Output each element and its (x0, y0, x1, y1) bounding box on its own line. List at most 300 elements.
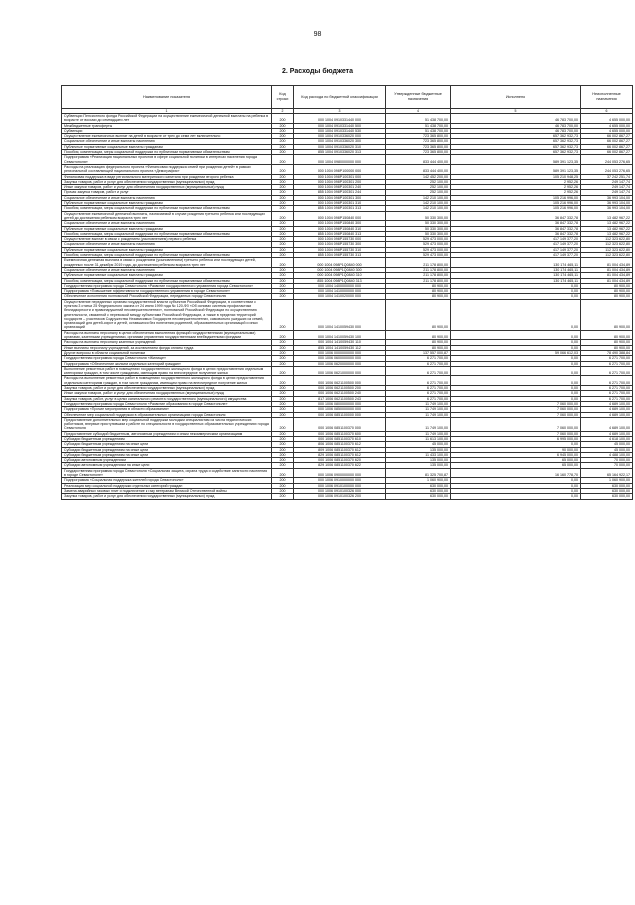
row-unexecuted: 70 000,00 (581, 458, 633, 463)
row-line-code: 200 (272, 483, 294, 488)
row-classification-code: 000 1006 0851100370 610 (294, 437, 386, 442)
row-name: Субсидии бюджетным учреждениям (62, 437, 272, 442)
row-approved: 211 178 800,00 (386, 273, 451, 278)
row-unexecuted: 4 655 000,00 (581, 114, 633, 124)
row-name: Выполнение ремонтных работ в помещениях государственного жилищного фонда в целях предоставления отдельным категориям граждан, в том числе гражданам, имеющим право на внеочередное получение жилья (62, 366, 272, 376)
row-executed: 0,00 (451, 494, 581, 499)
row-name: Публичные нормативные социальные выплаты гражданам (62, 144, 272, 149)
row-unexecuted: 244 053 276,65 (581, 164, 633, 174)
row-classification-code: 000 1006 0620000000 000 (294, 361, 386, 366)
row-name: Пособия, компенсации, меры социальной поддержки по публичным нормативным обязательствам (62, 231, 272, 236)
row-name: Публичные нормативные социальные выплаты гражданам (62, 247, 272, 252)
row-line-code: 200 (272, 478, 294, 483)
row-approved: 630 000,00 (386, 494, 451, 499)
row-executed: 7 060 000,00 (451, 412, 581, 417)
row-name: Субсидии бюджетным учреждениям на иные цели (62, 442, 272, 447)
table-row (62, 164, 633, 174)
row-executed: 589 391 123,35 (451, 164, 581, 174)
row-line-code: 200 (272, 221, 294, 226)
row-name: Расходы на выплаты персоналу в целях обеспечения выполнения функций государственными (муниципальными) органами, казенными учреждениями, органами управления государственными внебюджетными фондами (62, 330, 272, 340)
row-name: Расходы на реализацию федерального проекта «Финансовая поддержка семей при рождении детей» в рамках региональной составляющей национального проекта «Демография» (62, 164, 272, 174)
row-executed: 0,00 (451, 345, 581, 350)
row-name: Пособия, компенсации, меры социальной поддержки по публичным нормативным обязательствам (62, 253, 272, 258)
row-approved: 252 100,00 (386, 179, 451, 184)
row-approved: 252 100,00 (386, 190, 451, 195)
row-executed: 16 160 778,70 (451, 468, 581, 478)
row-line-code: 200 (272, 417, 294, 431)
row-unexecuted: 66 002 867,27 (581, 150, 633, 155)
row-line-code: 200 (272, 253, 294, 258)
row-name: Ежемесячная денежная выплата в связи с рождением (усыновлением) третьего ребенка или последующих детей, рожденных после 31 декабря 2019 года, до достижения ребенком возраста трех лет (62, 258, 272, 268)
row-approved: 50 330 300,00 (386, 226, 451, 231)
row-line-code: 200 (272, 463, 294, 468)
row-classification-code: 000 1004 098P1Q0840 300 (294, 267, 386, 272)
row-line-code: 200 (272, 350, 294, 355)
row-name: Подпрограмма «Социальная поддержка жителей города Севастополя» (62, 478, 272, 483)
table-row (62, 376, 633, 386)
row-classification-code: 000 1004 1410059430 100 (294, 330, 386, 340)
row-executed: 0,00 (451, 283, 581, 288)
row-unexecuted: 36 993 104,00 (581, 195, 633, 200)
row-classification-code: 855 1004 1410059430 112 (294, 345, 386, 350)
row-classification-code: 855 1004 098P1Q0840 313 (294, 278, 386, 283)
row-classification-code: 855 1004 098P100301 244 (294, 190, 386, 195)
row-approved: 6 271 700,00 (386, 376, 451, 386)
row-approved: 142 210 100,00 (386, 206, 451, 211)
row-approved: 6 271 700,00 (386, 361, 451, 366)
row-line-code: 200 (272, 206, 294, 211)
row-executed: 36 847 332,78 (451, 231, 581, 236)
row-classification-code: 000 1004 098P100301 200 (294, 179, 386, 184)
table-row (62, 211, 633, 221)
row-executed: 0,00 (451, 299, 581, 330)
row-line-code: 200 (272, 396, 294, 401)
header-approved: Утвержденные бюджетные назначения (386, 86, 451, 109)
row-approved: 11 613 100,00 (386, 437, 451, 442)
row-line-code: 200 (272, 437, 294, 442)
row-executed: 130 174 465,11 (451, 267, 581, 272)
row-line-code: 200 (272, 366, 294, 376)
row-approved: 6 271 700,00 (386, 386, 451, 391)
row-line-code: 200 (272, 195, 294, 200)
row-executed: 46 783 700,00 (451, 123, 581, 128)
row-unexecuted: 4 655 000,00 (581, 123, 633, 128)
budget-expenses-table (61, 85, 633, 500)
row-unexecuted: 13 482 967,22 (581, 231, 633, 236)
row-name: Субсидии бюджетным учреждениям на иные цели (62, 452, 272, 457)
row-classification-code: 000 1006 0600000000 000 (294, 356, 386, 361)
row-classification-code: 000 1006 0621100500 000 (294, 376, 386, 386)
row-executed: 0,00 (451, 361, 581, 366)
row-line-code: 200 (272, 431, 294, 436)
row-approved: 11 749 100,00 (386, 401, 451, 406)
row-classification-code: 000 1004 098P155730 000 (294, 237, 386, 242)
row-classification-code: 806 1006 0851100370 612 (294, 442, 386, 447)
row-executed: 657 362 932,73 (451, 139, 581, 144)
row-approved: 211 178 800,00 (386, 258, 451, 268)
row-approved: 80 900,00 (386, 294, 451, 299)
row-classification-code: 000 1004 0910336020 310 (294, 144, 386, 149)
row-unexecuted: 36 993 104,00 (581, 201, 633, 206)
row-executed: 130 174 465,11 (451, 273, 581, 278)
row-name: Социальное обеспечение и иные выплаты населению (62, 139, 272, 144)
table-row (62, 417, 633, 431)
row-classification-code: 809 1006 0851100370 612 (294, 447, 386, 452)
row-executed: 105 216 996,00 (451, 206, 581, 211)
row-name: Подпрограмма «Прочие мероприятия в области образования» (62, 407, 272, 412)
row-name: Социальное обеспечение и иные выплаты населению (62, 195, 272, 200)
row-name: Публичные нормативные социальные выплаты гражданам (62, 201, 272, 206)
row-unexecuted: 13 482 967,22 (581, 211, 633, 221)
row-approved: 529 473 000,00 (386, 242, 451, 247)
header-name: Наименование показателя (62, 86, 272, 109)
column-number: 6 (581, 109, 633, 114)
row-unexecuted: 4 689 100,00 (581, 431, 633, 436)
row-approved: 723 365 800,00 (386, 139, 451, 144)
row-unexecuted: 6 271 700,00 (581, 391, 633, 396)
row-executed: 59 066 612,03 (451, 350, 581, 355)
row-name: Обеспечение мер социальной поддержки в образовательных организациях города Севастополя (62, 412, 272, 417)
row-approved: 1 060 900,00 (386, 478, 451, 483)
row-unexecuted: 80 900,00 (581, 289, 633, 294)
row-executed: 90 000,00 (451, 447, 581, 452)
row-approved: 6 271 700,00 (386, 356, 451, 361)
row-classification-code: 855 1004 098P150840 313 (294, 231, 386, 236)
row-executed: 7 060 000,00 (451, 417, 581, 431)
row-executed: 0,00 (451, 386, 581, 391)
row-executed: 46 783 700,00 (451, 128, 581, 133)
row-executed: 65 000,00 (451, 458, 581, 463)
row-unexecuted: 6 271 700,00 (581, 366, 633, 376)
row-name: Осуществление выплат в связи с рождением (усыновлением) первого ребенка (62, 237, 272, 242)
row-approved: 529 473 000,00 (386, 237, 451, 242)
row-approved: 723 365 800,00 (386, 150, 451, 155)
row-line-code: 200 (272, 190, 294, 195)
row-line-code: 200 (272, 247, 294, 252)
row-unexecuted: 81 004 434,89 (581, 278, 633, 283)
row-classification-code: 000 1006 0621100500 200 (294, 386, 386, 391)
row-approved: 630 000,00 (386, 488, 451, 493)
row-executed: 0,00 (451, 340, 581, 345)
table-body (62, 114, 633, 500)
row-name: Предоставление дополнительных мер социальной поддержки молодым специалистам из числа педагогических работников, впервые приступившим к работе по специальности в государственных образовательных учреждениях города Севастополя (62, 417, 272, 431)
column-number: 4 (386, 109, 451, 114)
row-unexecuted: 80 900,00 (581, 299, 633, 330)
row-approved: 135 000,00 (386, 463, 451, 468)
row-classification-code: 855 1004 0910336020 313 (294, 150, 386, 155)
row-approved: 142 210 100,00 (386, 201, 451, 206)
row-unexecuted: 13 482 967,22 (581, 221, 633, 226)
row-name: Пособия, компенсации, меры социальной поддержки по публичным нормативным обязательствам (62, 206, 272, 211)
row-line-code: 200 (272, 139, 294, 144)
row-line-code: 200 (272, 237, 294, 242)
row-approved: 135 000,00 (386, 458, 451, 463)
row-approved: 142 210 100,00 (386, 195, 451, 200)
header-classification: Код расхода по бюджетной классификации (294, 86, 386, 109)
row-name: Социальное обеспечение и иные выплаты населению (62, 242, 272, 247)
row-line-code: 200 (272, 150, 294, 155)
row-unexecuted: 80 900,00 (581, 330, 633, 340)
row-approved: 50 330 300,00 (386, 231, 451, 236)
row-executed: 105 216 996,00 (451, 201, 581, 206)
row-approved: 11 749 100,00 (386, 417, 451, 431)
row-unexecuted: 4 618 100,00 (581, 437, 633, 442)
row-classification-code: 000 1004 098P155730 310 (294, 247, 386, 252)
row-name: Расходы на выполнение ремонтных работ в помещениях государственного жилищного фонда в целях предоставления отдельным категориям граждан, в том числе гражданам, имеющим право на внеочередное получение жилья (62, 376, 272, 386)
row-executed: 7 060 000,00 (451, 407, 581, 412)
table-row (62, 114, 633, 124)
row-approved: 80 900,00 (386, 299, 451, 330)
row-approved: 211 178 800,00 (386, 278, 451, 283)
row-unexecuted: 78 490 388,84 (581, 350, 633, 355)
row-executed: 657 362 932,73 (451, 144, 581, 149)
row-line-code: 200 (272, 386, 294, 391)
row-classification-code: 000 1006 0000000000 000 (294, 350, 386, 355)
row-unexecuted: 4 689 100,00 (581, 412, 633, 417)
row-name: Подпрограмма «Повышение эффективности государственного управления в городе Севастополе» (62, 289, 272, 294)
row-unexecuted: 6 271 700,00 (581, 376, 633, 386)
header-row (62, 86, 633, 109)
row-executed: 6 945 000,00 (451, 452, 581, 457)
row-classification-code: 000 1004 0980000000 000 (294, 155, 386, 165)
row-approved: 80 900,00 (386, 283, 451, 288)
row-classification-code: 829 1006 0851100370 622 (294, 463, 386, 468)
row-unexecuted: 4 488 100,00 (581, 452, 633, 457)
row-classification-code: 000 1004 098P100301 310 (294, 201, 386, 206)
row-executed: 2 952,26 (451, 179, 581, 184)
row-line-code: 200 (272, 294, 294, 299)
row-approved: 81 325 700,87 (386, 468, 451, 478)
header-executed: Исполнено (451, 86, 581, 109)
row-approved: 529 473 000,00 (386, 253, 451, 258)
row-unexecuted: 81 004 434,89 (581, 258, 633, 268)
row-executed: 36 847 332,78 (451, 211, 581, 221)
table-row (62, 366, 633, 376)
row-classification-code: 000 1006 0900000000 000 (294, 468, 386, 478)
row-name: Субсидии автономным учреждениям на иные цели (62, 463, 272, 468)
row-line-code: 200 (272, 391, 294, 396)
row-name: Государственная программа города Севастополя «Жилище» (62, 356, 272, 361)
row-name: Закупка товаров, работ и услуг для обеспечения государственных (муниципальных) нужд (62, 179, 272, 184)
row-unexecuted: 45 000,00 (581, 447, 633, 452)
row-classification-code: 817 1006 0621100500 243 (294, 396, 386, 401)
row-classification-code: 000 1006 0851100370 600 (294, 431, 386, 436)
row-name: Подпрограмма «Реализация национальных проектов в сфере социальной политики в интересах населения города Севастополя» (62, 155, 272, 165)
row-executed: 0,00 (451, 478, 581, 483)
row-classification-code: 000 1006 0910100000 000 (294, 483, 386, 488)
row-unexecuted: 36 993 104,00 (581, 206, 633, 211)
row-unexecuted: 6 271 700,00 (581, 396, 633, 401)
row-executed: 7 060 000,00 (451, 401, 581, 406)
row-executed: 417 149 377,20 (451, 237, 581, 242)
row-unexecuted: 80 900,00 (581, 340, 633, 345)
row-classification-code: 855 1004 098P100301 313 (294, 206, 386, 211)
row-line-code: 200 (272, 468, 294, 478)
row-line-code: 200 (272, 123, 294, 128)
row-name: Социальное обеспечение и иные выплаты населению (62, 221, 272, 226)
row-name: Обеспечение исполнения полномочий Российской Федерации, переданных городу Севастополю (62, 294, 272, 299)
row-name: Иные выплаты персоналу учреждений, за исключением фонда оплаты труда (62, 345, 272, 350)
row-unexecuted: 630 000,00 (581, 483, 633, 488)
row-line-code: 200 (272, 345, 294, 350)
row-unexecuted: 6 271 700,00 (581, 356, 633, 361)
row-approved: 723 365 800,00 (386, 134, 451, 139)
table-row (62, 330, 633, 340)
table-row (62, 494, 633, 499)
row-executed: 0,00 (451, 330, 581, 340)
row-unexecuted: 1 060 900,00 (581, 478, 633, 483)
row-classification-code: 000 1004 098P100000 000 (294, 164, 386, 174)
row-executed: 2 952,26 (451, 190, 581, 195)
row-classification-code: 000 1004 0910331440 500 (294, 123, 386, 128)
header-code: Код строки (272, 86, 294, 109)
row-classification-code: 000 1004 0910331440 000 (294, 114, 386, 124)
page-number: 98 (313, 31, 322, 38)
row-unexecuted: 37 242 251,74 (581, 174, 633, 179)
row-executed: 657 362 932,73 (451, 150, 581, 155)
row-classification-code: 000 1004 098P150840 310 (294, 226, 386, 231)
row-name: Иные закупки товаров, работ и услуг для обеспечения государственных (муниципальных) нужд (62, 391, 272, 396)
row-name: Осуществление переданных органам государственной власти субъектов Российской Федерации, в соответствии с пунктом 3 статьи 25 Федерального закона от 24 июня 1999 года № 120-ФЗ «Об основах системы профилактики безнадзорности и правонарушений несовершеннолетних», полномочий Российской Федерации по осуществлению деятельности, связанной с перевозкой между субъектами Российской Федерации, а также в пределах территорий государств – участников Содружества Независимых Государств несовершеннолетних, самовольно ушедших из семей, организаций для детей-сирот и детей, оставшихся без попечения родителей, образовательных организаций и иных организаций (62, 299, 272, 330)
row-classification-code: 000 1004 1410020000 000 (294, 294, 386, 299)
row-unexecuted: 112 323 622,80 (581, 247, 633, 252)
row-line-code: 200 (272, 488, 294, 493)
row-approved: 45 000,00 (386, 442, 451, 447)
row-name: Иные закупки товаров, работ и услуг для обеспечения государственных (муниципальных) нужд (62, 185, 272, 190)
row-line-code: 200 (272, 340, 294, 345)
row-approved: 80 900,00 (386, 289, 451, 294)
row-line-code: 200 (272, 185, 294, 190)
row-unexecuted: 66 002 867,27 (581, 144, 633, 149)
row-name: Замена аварийных газовых плит и подключение к газу ветеранам Великой Отечественной войны (62, 488, 272, 493)
row-line-code: 200 (272, 452, 294, 457)
row-classification-code: 000 1006 0851100370 620 (294, 458, 386, 463)
table-row (62, 299, 633, 330)
row-name: Подпрограмма «Обеспечение жильем отдельных категорий граждан» (62, 361, 272, 366)
row-executed: 6 995 000,00 (451, 437, 581, 442)
row-executed: 0,00 (451, 289, 581, 294)
row-line-code: 200 (272, 361, 294, 366)
row-unexecuted: 630 000,00 (581, 488, 633, 493)
row-classification-code: 000 1004 0910336020 300 (294, 139, 386, 144)
row-line-code: 200 (272, 283, 294, 288)
row-classification-code: 000 1006 0910000000 000 (294, 478, 386, 483)
row-unexecuted: 45 000,00 (581, 442, 633, 447)
row-classification-code: 000 1004 1410000000 000 (294, 289, 386, 294)
row-line-code: 200 (272, 134, 294, 139)
column-number: 1 (62, 109, 272, 114)
row-unexecuted: 81 004 434,89 (581, 273, 633, 278)
row-executed: 417 149 377,20 (451, 242, 581, 247)
row-name: Предоставление субсидий бюджетным, автономным учреждениям и иным некоммерческим организациям (62, 431, 272, 436)
row-name: Пособия, компенсации, меры социальной поддержки по публичным нормативным обязательствам (62, 278, 272, 283)
row-classification-code: 000 1004 0910336020 000 (294, 134, 386, 139)
row-unexecuted: 80 900,00 (581, 283, 633, 288)
row-executed: 0,00 (451, 366, 581, 376)
row-name: Осуществление ежемесячных выплат на детей в возрасте от трех до семи лет включительно (62, 134, 272, 139)
row-executed: 0,00 (451, 356, 581, 361)
row-classification-code: 000 1006 0851100370 000 (294, 417, 386, 431)
row-unexecuted: 4 689 100,00 (581, 401, 633, 406)
row-classification-code: 000 1006 0850000000 000 (294, 407, 386, 412)
row-classification-code: 000 1004 0910331440 530 (294, 128, 386, 133)
column-number: 5 (451, 109, 581, 114)
row-executed: 0,00 (451, 488, 581, 493)
row-approved: 6 271 700,00 (386, 366, 451, 376)
row-unexecuted: 13 482 967,22 (581, 226, 633, 231)
row-unexecuted: 4 689 100,00 (581, 417, 633, 431)
row-approved: 833 444 400,00 (386, 155, 451, 165)
row-line-code: 200 (272, 442, 294, 447)
row-classification-code: 855 1004 098P155730 313 (294, 253, 386, 258)
row-executed: 130 174 465,11 (451, 278, 581, 283)
row-line-code: 200 (272, 407, 294, 412)
row-name: Публичные нормативные социальные выплаты гражданам (62, 273, 272, 278)
row-classification-code: 000 1004 098P1Q0840 000 (294, 258, 386, 268)
row-executed: 0,00 (451, 483, 581, 488)
row-line-code: 200 (272, 278, 294, 283)
row-name: Другие вопросы в области социальной политики (62, 350, 272, 355)
column-number: 2 (272, 109, 294, 114)
row-unexecuted: 6 271 700,00 (581, 386, 633, 391)
row-approved: 211 178 800,00 (386, 267, 451, 272)
row-unexecuted: 249 147,74 (581, 185, 633, 190)
row-classification-code: 000 1004 1410059430 000 (294, 299, 386, 330)
row-classification-code: 000 1004 1410059430 110 (294, 340, 386, 345)
row-executed: 105 216 996,00 (451, 195, 581, 200)
row-classification-code: 000 1006 0910100326 200 (294, 494, 386, 499)
row-classification-code: 000 1006 0800000000 000 (294, 401, 386, 406)
row-classification-code: 000 1004 1400000000 000 (294, 283, 386, 288)
row-name: Закупка товаров, работ и услуг для обеспечения государственных (муниципальных) нужд (62, 386, 272, 391)
row-approved: 6 271 700,00 (386, 396, 451, 401)
header-unexecuted: Неисполненные назначения (581, 86, 633, 109)
row-line-code: 200 (272, 201, 294, 206)
row-line-code: 200 (272, 458, 294, 463)
row-name: Государственная программа города Севастополя «Социальная защита, охрана труда и содействие занятости населения в городе Севастополе» (62, 468, 272, 478)
row-approved: 11 749 100,00 (386, 407, 451, 412)
row-name: Закупка товаров, работ и услуг для обеспечения государственных (муниципальных) нужд (62, 494, 272, 499)
row-classification-code: 000 1004 098P100301 000 (294, 174, 386, 179)
row-executed: 105 210 948,25 (451, 174, 581, 179)
row-line-code: 200 (272, 376, 294, 386)
row-line-code: 200 (272, 447, 294, 452)
row-classification-code: 000 1006 0910100326 000 (294, 488, 386, 493)
row-unexecuted: 80 900,00 (581, 345, 633, 350)
row-classification-code: 000 1004 098P100301 240 (294, 185, 386, 190)
row-executed: 589 391 123,35 (451, 155, 581, 165)
row-executed: 46 783 700,00 (451, 114, 581, 124)
row-executed: 0,00 (451, 376, 581, 386)
row-line-code: 200 (272, 164, 294, 174)
row-approved: 50 330 300,00 (386, 211, 451, 221)
row-line-code: 200 (272, 174, 294, 179)
row-unexecuted: 81 004 434,89 (581, 267, 633, 272)
row-unexecuted: 112 323 622,80 (581, 253, 633, 258)
row-approved: 80 900,00 (386, 345, 451, 350)
row-approved: 11 433 100,00 (386, 452, 451, 457)
row-line-code: 200 (272, 330, 294, 340)
row-approved: 80 900,00 (386, 340, 451, 345)
row-approved: 135 000,00 (386, 447, 451, 452)
row-name: Социальное обеспечение и иные выплаты населению (62, 267, 272, 272)
row-classification-code: 829 1006 0851100370 612 (294, 452, 386, 457)
row-unexecuted: 249 147,74 (581, 179, 633, 184)
row-line-code: 200 (272, 401, 294, 406)
row-line-code: 200 (272, 155, 294, 165)
table-row (62, 468, 633, 478)
row-name: Осуществление ежемесячной денежной выплаты, назначаемой в случае рождения третьего ребенка или последующих детей до достижения ребенком возраста трех лет (62, 211, 272, 221)
